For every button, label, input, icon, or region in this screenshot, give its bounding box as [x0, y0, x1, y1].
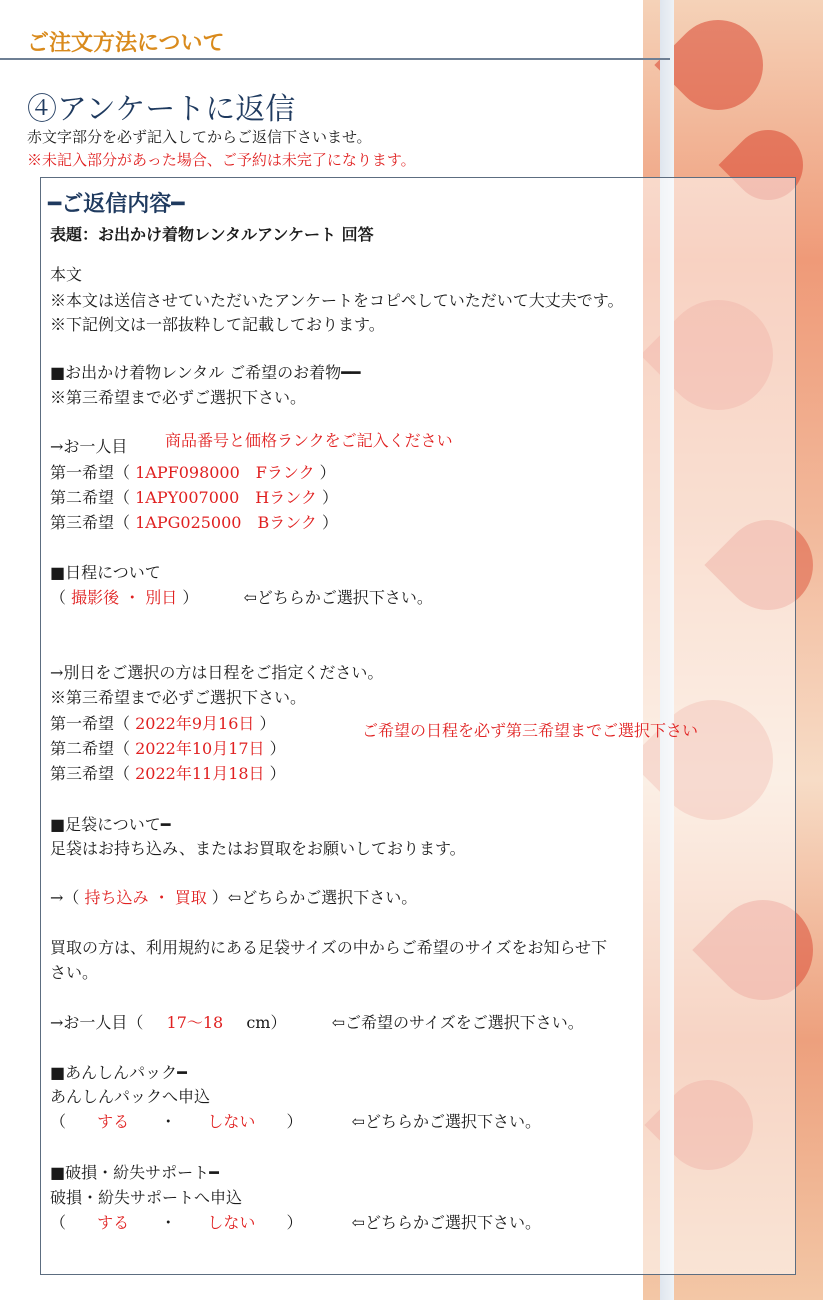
choice-close: ）: [319, 463, 336, 482]
reply-title: ━ご返信内容━: [48, 191, 185, 217]
anshin-heading: ■あんしんパック━: [50, 1063, 187, 1082]
choice-close: ）: [259, 714, 276, 733]
choice-value: 2022年9月16日: [135, 714, 255, 733]
paren-close: ）: [286, 1112, 303, 1131]
section-title: ④アンケートに返信: [27, 92, 296, 127]
tabi-instruction: ）⇦どちらかご選択下さい。: [211, 888, 418, 907]
header-divider: [0, 58, 670, 60]
kimono-choice-row: [50, 510, 338, 533]
choice-close: ）: [269, 739, 286, 758]
tabi-options: 持ち込み ・ 買取: [84, 888, 207, 907]
choice-value: 1APY007000 Hランク: [135, 488, 317, 507]
section-warning: ※未記入部分があった場合、ご予約は未完了になります。: [27, 151, 416, 169]
choice-close: ）: [321, 488, 338, 507]
body-note-2: ※下記例文は一部抜粋して記載しております。: [50, 315, 385, 334]
choice-label: 第二希望（: [50, 488, 131, 507]
kimono-heading: ■お出かけ着物レンタル ご希望のお着物━━: [50, 363, 361, 382]
tabi-size-value: 17～18: [166, 1013, 224, 1032]
tabi-size-row: [50, 1010, 584, 1033]
dates-note: ※第三希望まで必ずご選択下さい。: [50, 688, 307, 707]
kimono-choice-row: [50, 485, 338, 508]
body-label: 本文: [50, 265, 83, 284]
option-yes: する: [97, 1112, 130, 1131]
paren-open: →（: [50, 888, 80, 907]
tabi-size-unit: cm）: [246, 1013, 287, 1032]
choice-value: 1APG025000 Bランク: [135, 513, 317, 532]
anshin-instruction: ⇦どちらかご選択下さい。: [351, 1112, 541, 1131]
kimono-note: ※第三希望まで必ずご選択下さい。: [50, 388, 307, 407]
reply-subject: 表題：お出かけ着物レンタルアンケート 回答: [50, 225, 374, 244]
damage-apply: 破損・紛失サポートへ申込: [50, 1188, 243, 1207]
kimono-person: →お一人目: [50, 437, 128, 456]
option-separator: ・: [160, 1213, 177, 1232]
tabi-size-instruction: ⇦ご希望のサイズをご選択下さい。: [331, 1013, 584, 1032]
paren-close: ）: [182, 588, 199, 607]
paren-close: ）: [286, 1213, 303, 1232]
page-header-title: ご注文方法について: [27, 30, 225, 56]
choice-close: ）: [322, 513, 339, 532]
paren-open: （: [50, 1112, 67, 1131]
choice-label: 第三希望（: [50, 764, 131, 783]
choice-label: 第一希望（: [50, 463, 131, 482]
paren-open: （: [50, 588, 67, 607]
choice-label: 第一希望（: [50, 714, 131, 733]
damage-instruction: ⇦どちらかご選択下さい。: [351, 1213, 541, 1232]
schedule-instruction: ⇦どちらかご選択下さい。: [243, 588, 433, 607]
choice-value: 2022年10月17日: [135, 739, 265, 758]
tabi-heading: ■足袋について━: [50, 815, 171, 834]
damage-options-row: [50, 1210, 541, 1233]
tabi-size-note-2: さい。: [50, 963, 99, 982]
choice-close: ）: [269, 764, 286, 783]
anshin-apply: あんしんパックへ申込: [50, 1087, 211, 1106]
date-choice-row: [50, 761, 286, 784]
option-separator: ・: [160, 1112, 177, 1131]
date-choice-row: [50, 711, 275, 734]
tabi-person: →お一人目（: [50, 1013, 144, 1032]
choice-label: 第二希望（: [50, 739, 131, 758]
kimono-choice-row: [50, 460, 336, 483]
paren-open: （: [50, 1213, 67, 1232]
option-yes: する: [97, 1213, 130, 1232]
damage-heading: ■破損・紛失サポート━: [50, 1163, 219, 1182]
kimono-hint: 商品番号と価格ランクをご記入ください: [165, 431, 453, 450]
tabi-options-row: [50, 885, 417, 908]
schedule-heading: ■日程について: [50, 563, 161, 582]
choice-value: 2022年11月18日: [135, 764, 265, 783]
schedule-options: 撮影後 ・ 別日: [71, 588, 178, 607]
anshin-options-row: [50, 1109, 541, 1132]
option-no: しない: [207, 1213, 256, 1232]
dates-intro: →別日をご選択の方は日程をご指定ください。: [50, 663, 384, 682]
option-no: しない: [207, 1112, 256, 1131]
date-choice-row: [50, 736, 286, 759]
choice-label: 第三希望（: [50, 513, 131, 532]
body-note-1: ※本文は送信させていただいたアンケートをコピペしていただいて大丈夫です。: [50, 291, 624, 310]
schedule-options-row: [50, 585, 433, 608]
tabi-size-note: 買取の方は、利用規約にある足袋サイズの中からご希望のサイズをお知らせ下: [50, 938, 607, 957]
section-intro: 赤文字部分を必ず記入してからご返信下さいませ。: [27, 128, 372, 146]
tabi-desc: 足袋はお持ち込み、またはお買取をお願いしております。: [50, 839, 466, 858]
dates-hint: ご希望の日程を必ず第三希望までご選択下さい: [362, 721, 699, 740]
choice-value: 1APF098000 Fランク: [135, 463, 315, 482]
